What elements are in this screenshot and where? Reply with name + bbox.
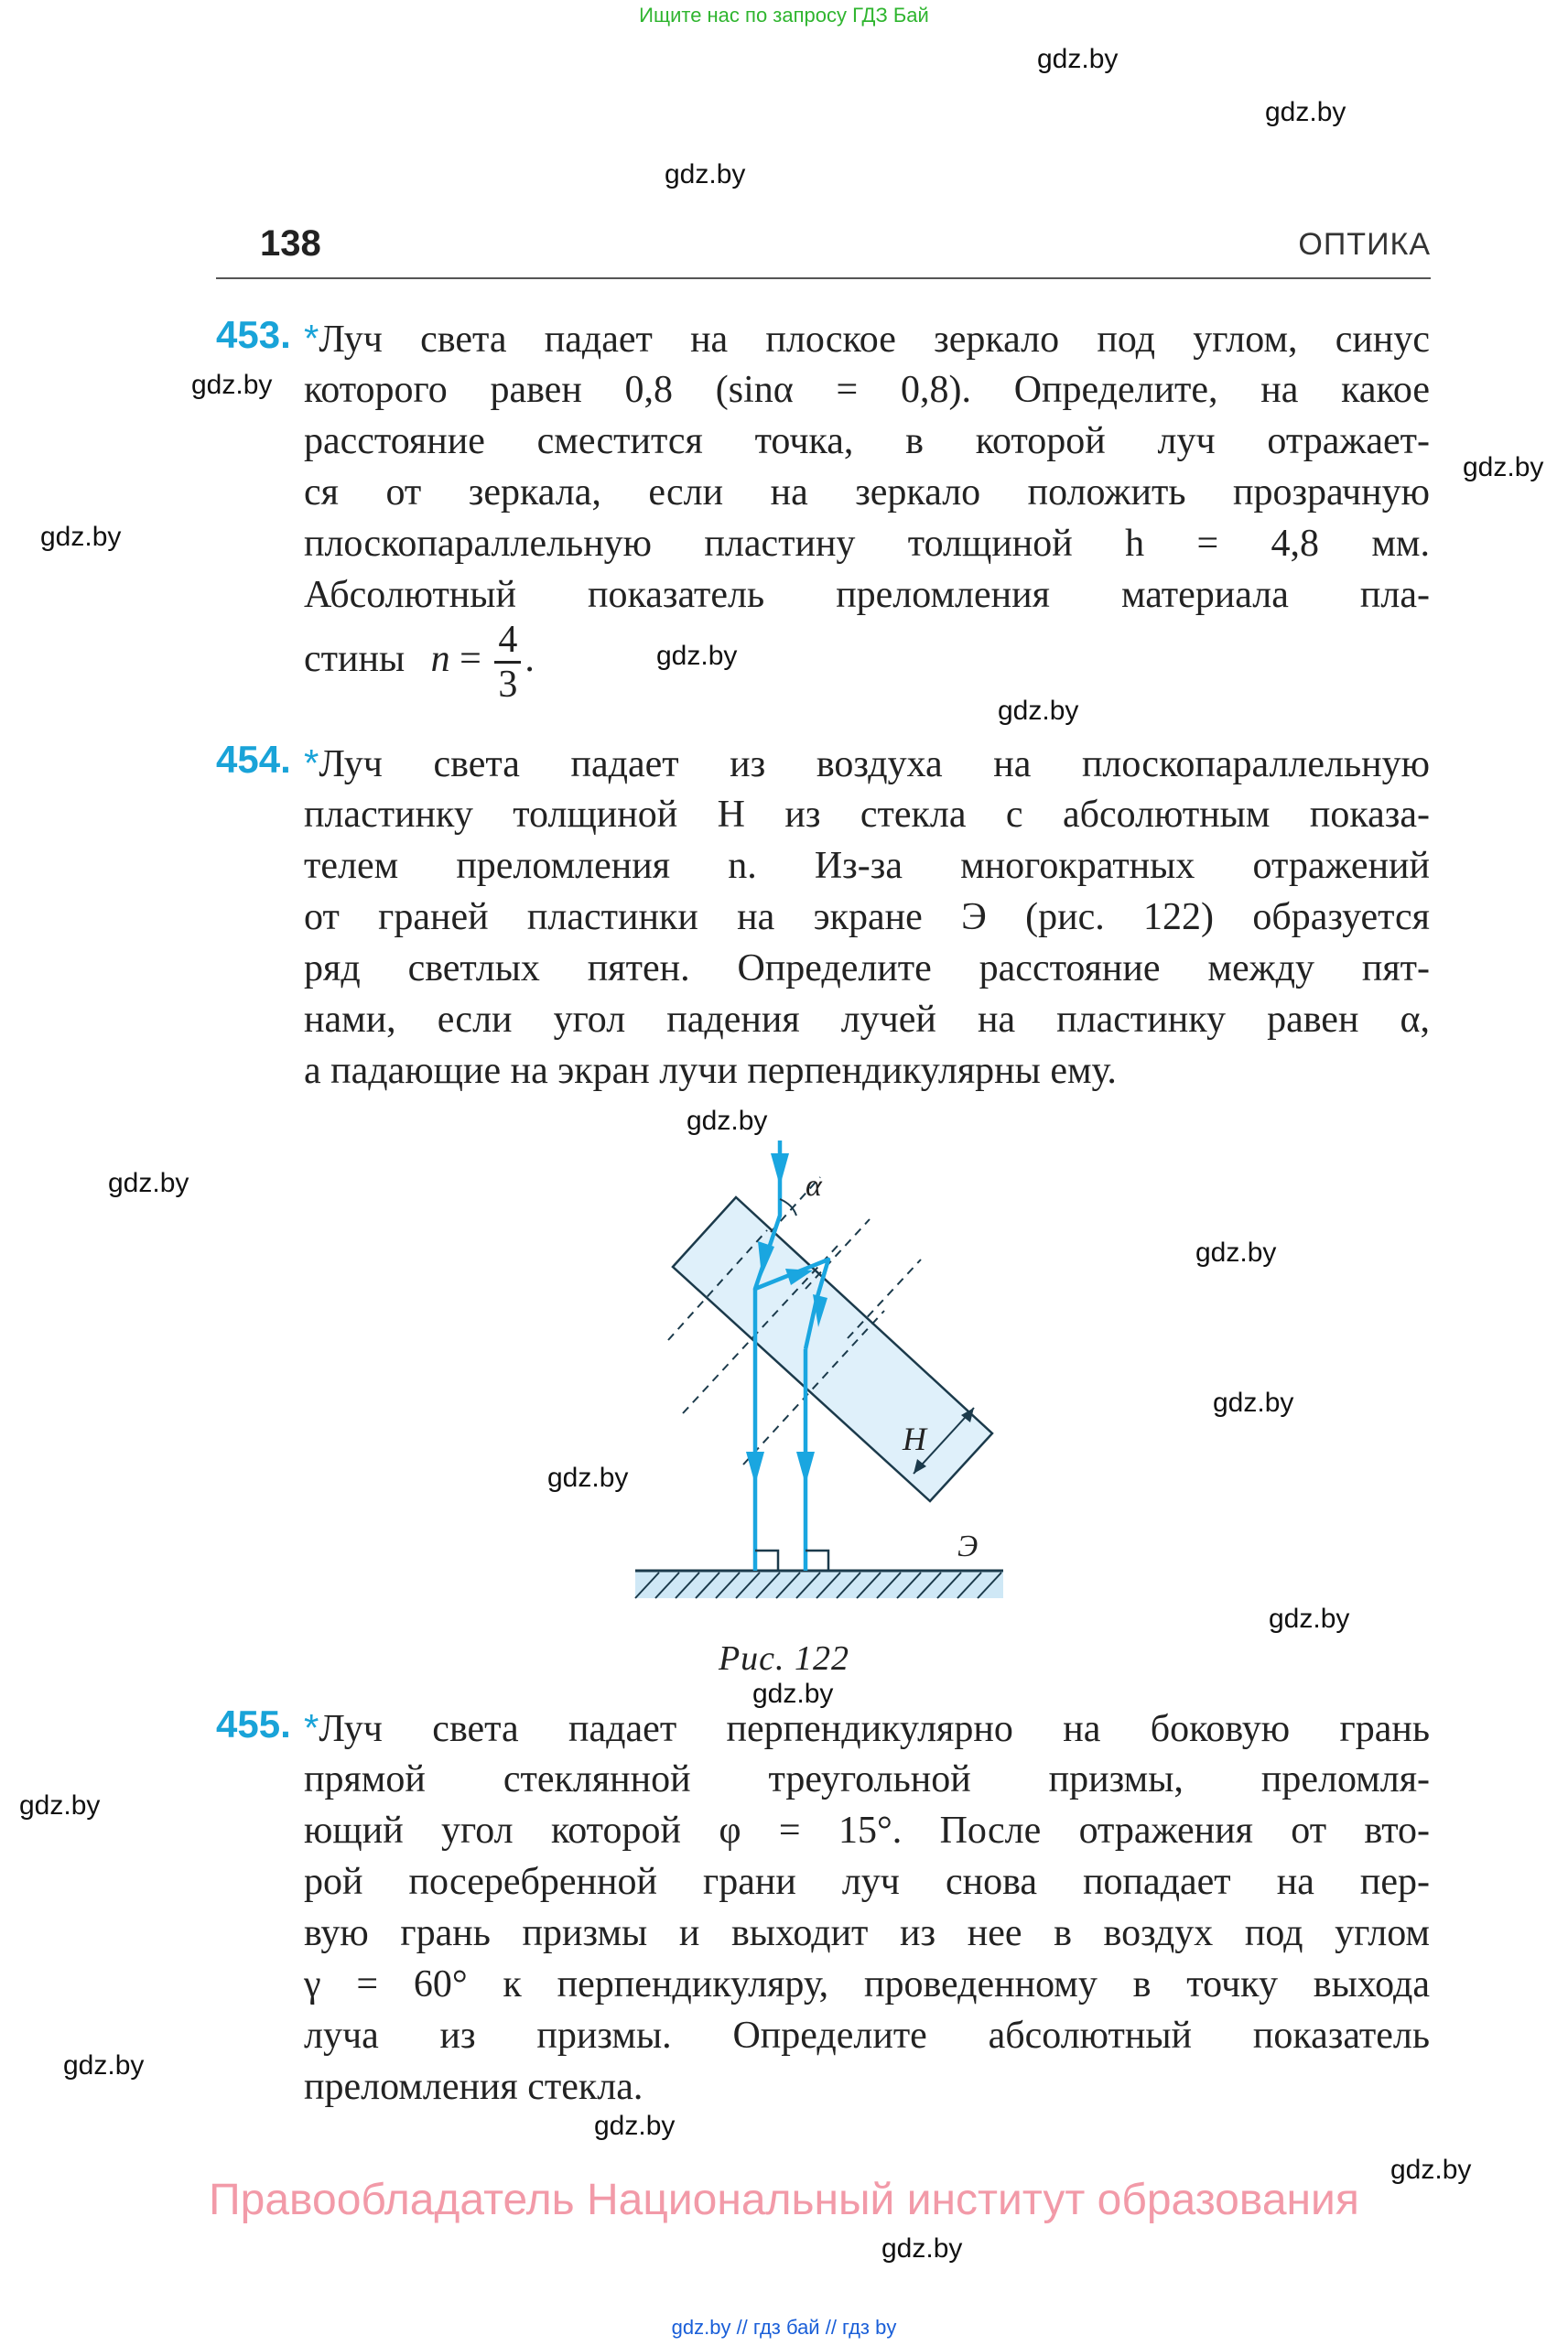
arrow (746, 1452, 764, 1485)
watermark: gdz.by (108, 1168, 189, 1198)
problem-454-line: нами, если угол падения лучей на пластинку равен α, (304, 999, 1430, 1041)
figure-122 (622, 1108, 1025, 1620)
top-banner: Ищите нас по запросу ГДЗ Бай (639, 4, 929, 27)
problem-453-line: плоскопараллельную пластину толщиной h = 4,8 мм. (304, 523, 1430, 565)
problem-number-454: 454. (216, 738, 291, 781)
variable-n: n (430, 638, 450, 681)
watermark: gdz.by (594, 2111, 676, 2141)
equals-sign: = (460, 638, 481, 681)
problem-453-line: Абсолютный показатель преломления материала пла- (304, 574, 1430, 616)
watermark: gdz.by (547, 1463, 629, 1493)
watermark: gdz.by (40, 522, 122, 552)
fraction-denominator: 3 (498, 664, 518, 706)
watermark: gdz.by (752, 1679, 834, 1709)
glass-plate (673, 1197, 992, 1501)
watermark: gdz.by (998, 696, 1079, 726)
problem-455-text: Луч света падает перпендикулярно на боковую грань (319, 1708, 1430, 1750)
problem-453-prefix: стины (304, 638, 406, 681)
problem-455-line: вую грань призмы и выходит из нее в воздух под углом (304, 1912, 1430, 1954)
label-alpha: α (806, 1169, 822, 1203)
problem-number-453: 453. (216, 313, 291, 356)
watermark: gdz.by (656, 641, 738, 671)
star-marker: * (304, 1706, 319, 1749)
problem-453-last-line (304, 619, 535, 706)
right-angle-mark (755, 1551, 778, 1571)
problem-454-line: телем преломления n. Из-за многократных отражений (304, 845, 1430, 887)
arrow (796, 1452, 815, 1485)
watermark: gdz.by (1265, 97, 1346, 127)
problem-455-line: γ = 60° к перпендикуляру, проведенному в точку выхода (304, 1963, 1430, 2005)
label-screen: Э (957, 1530, 979, 1563)
problem-455-line: преломления стекла. (304, 2066, 643, 2108)
watermark: gdz.by (191, 370, 273, 400)
watermark: gdz.by (665, 159, 746, 189)
page-number: 138 (260, 223, 321, 264)
problem-455-line: рой посеребренной грани луч снова попадает на пер- (304, 1861, 1430, 1903)
header-divider (216, 277, 1431, 279)
right-angle-mark (806, 1551, 828, 1571)
watermark: gdz.by (1037, 44, 1119, 74)
problem-454-text: Луч света падает из воздуха на плоскопараллельную (319, 743, 1430, 785)
figure-caption: Рис. 122 (718, 1639, 850, 1678)
problem-453-line: которого равен 0,8 (sinα = 0,8). Определите, на какое (304, 369, 1430, 411)
problem-455-line: ющий угол которой φ = 15°. После отражения от вто- (304, 1810, 1430, 1852)
watermark: gdz.by (1213, 1388, 1294, 1418)
end-period: . (524, 638, 535, 681)
problem-number-455: 455. (216, 1703, 291, 1746)
problem-454-line (304, 738, 1430, 790)
problem-453-text: Луч света падает на плоское зеркало под углом, синус (319, 319, 1430, 361)
fraction-numerator: 4 (494, 619, 521, 664)
star-marker: * (304, 317, 319, 360)
watermark: gdz.by (687, 1106, 768, 1136)
problem-454-line: а падающие на экран лучи перпендикулярны ему. (304, 1050, 1117, 1092)
watermark: gdz.by (1390, 2155, 1472, 2185)
star-marker: * (304, 741, 319, 784)
problem-455-line: луча из призмы. Определите абсолютный показатель (304, 2015, 1430, 2057)
problem-455-line: прямой стеклянной треугольной призмы, преломля- (304, 1758, 1430, 1800)
problem-454-line: от граней пластинки на экране Э (рис. 122) образуется (304, 896, 1430, 938)
watermark: gdz.by (63, 2050, 145, 2081)
watermark: gdz.by (1195, 1238, 1277, 1268)
label-H: H (903, 1421, 926, 1457)
fraction (494, 619, 521, 706)
watermark: gdz.by (19, 1790, 101, 1821)
problem-453-line (304, 313, 1430, 365)
watermark: gdz.by (1269, 1604, 1350, 1634)
watermark: gdz.by (881, 2233, 963, 2264)
footer-links[interactable]: gdz.by // гдз бай // гдз by (671, 2316, 897, 2339)
problem-454-line: ряд светлых пятен. Определите расстояние между пят- (304, 947, 1430, 989)
problem-453-line: ся от зеркала, если на зеркало положить прозрачную (304, 471, 1430, 514)
problem-453-line: расстояние сместится точка, в которой луч отражает- (304, 420, 1430, 462)
watermark: gdz.by (1463, 452, 1544, 482)
arrow (771, 1153, 789, 1186)
problem-455-line (304, 1703, 1430, 1755)
section-title: ОПТИКА (1298, 227, 1431, 262)
copyright-notice: Правообладатель Национальный институт образования (209, 2176, 1359, 2224)
problem-454-line: пластинку толщиной H из стекла с абсолютным показа- (304, 794, 1430, 836)
